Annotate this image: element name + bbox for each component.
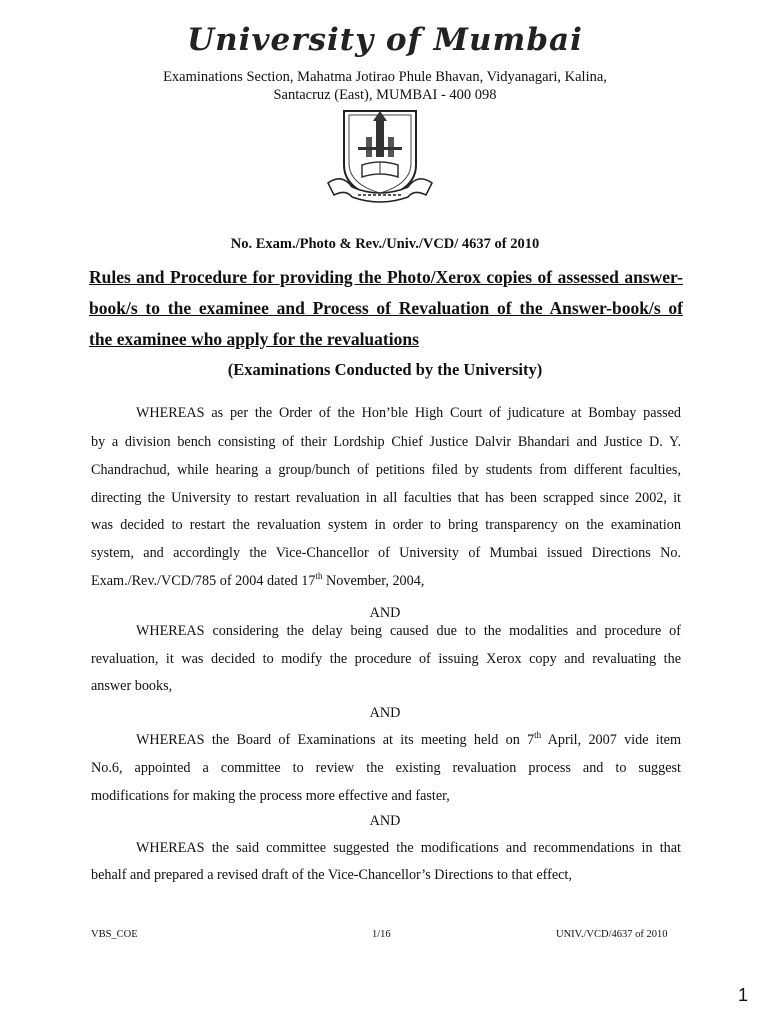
paragraph-line: WHEREAS as per the Order of the Hon’ble High Court of judicature at Bombay passed [136, 405, 681, 421]
paragraph-line: WHEREAS the said committee suggested the modifications and recommendations in that [136, 840, 681, 856]
superscript: th [534, 730, 542, 740]
footer-left: VBS_COE [91, 929, 138, 940]
page-number: 1 [737, 985, 748, 1005]
document-subtitle: (Examinations Conducted by the University) [227, 360, 543, 379]
paragraph-line: Exam./Rev./VCD/785 of 2004 dated 17th November, 2004, [91, 571, 425, 589]
paragraph-line: WHEREAS considering the delay being caused due to the modalities and procedure of [136, 623, 681, 639]
paragraph-line: Chandrachud, while hearing a group/bunch of petitions filed by students from different faculties, [91, 462, 681, 478]
superscript: th [315, 571, 323, 581]
address-line-1: Examinations Section, Mahatma Jotirao Phule Bhavan, Vidyanagari, Kalina, [163, 69, 607, 85]
paragraph-line: directing the University to restart revaluation in all faculties that has been scrapped since 2002, it [91, 490, 681, 506]
paragraph-line: was decided to restart the revaluation system in order to bring transparency on the examination [91, 517, 681, 533]
paragraph-line: modifications for making the process more effective and faster, [91, 788, 450, 804]
university-seal-emblem [322, 103, 438, 213]
document-title-line-3: the examinee who apply for the revaluations [89, 329, 419, 349]
paragraph-line: WHEREAS the Board of Examinations at its meeting held on 7th April, 2007 vide item [136, 730, 681, 748]
university-masthead: University of Mumbai [187, 22, 583, 58]
paragraph-line: revaluation, it was decided to modify the procedure of issuing Xerox copy and revaluating the [91, 651, 681, 667]
footer-page-indicator: 1/16 [372, 929, 391, 940]
and-separator: AND [369, 705, 401, 721]
paragraph-line: by a division bench consisting of their Lordship Chief Justice Dalvir Bhandari and Justice D. Y. [91, 434, 681, 450]
reference-number: No. Exam./Photo & Rev./Univ./VCD/ 4637 of 2010 [230, 236, 540, 252]
paragraph-line: answer books, [91, 678, 173, 694]
footer-right: UNIV./VCD/4637 of 2010 [556, 929, 668, 940]
document-title-line-1: Rules and Procedure for providing the Photo/Xerox copies of assessed answer- [89, 267, 683, 287]
paragraph-line: system, and accordingly the Vice-Chancellor of University of Mumbai issued Directions No. [91, 545, 681, 561]
address-line-2: Santacruz (East), MUMBAI - 400 098 [273, 87, 497, 103]
and-separator: AND [369, 813, 401, 829]
document-title-line-2: book/s to the examinee and Process of Revaluation of the Answer-book/s of [89, 298, 683, 318]
paragraph-line: No.6, appointed a committee to review the existing revaluation process and to suggest [91, 760, 681, 776]
and-separator: AND [369, 605, 401, 621]
paragraph-line: behalf and prepared a revised draft of the Vice-Chancellor’s Directions to that effect, [91, 867, 572, 883]
